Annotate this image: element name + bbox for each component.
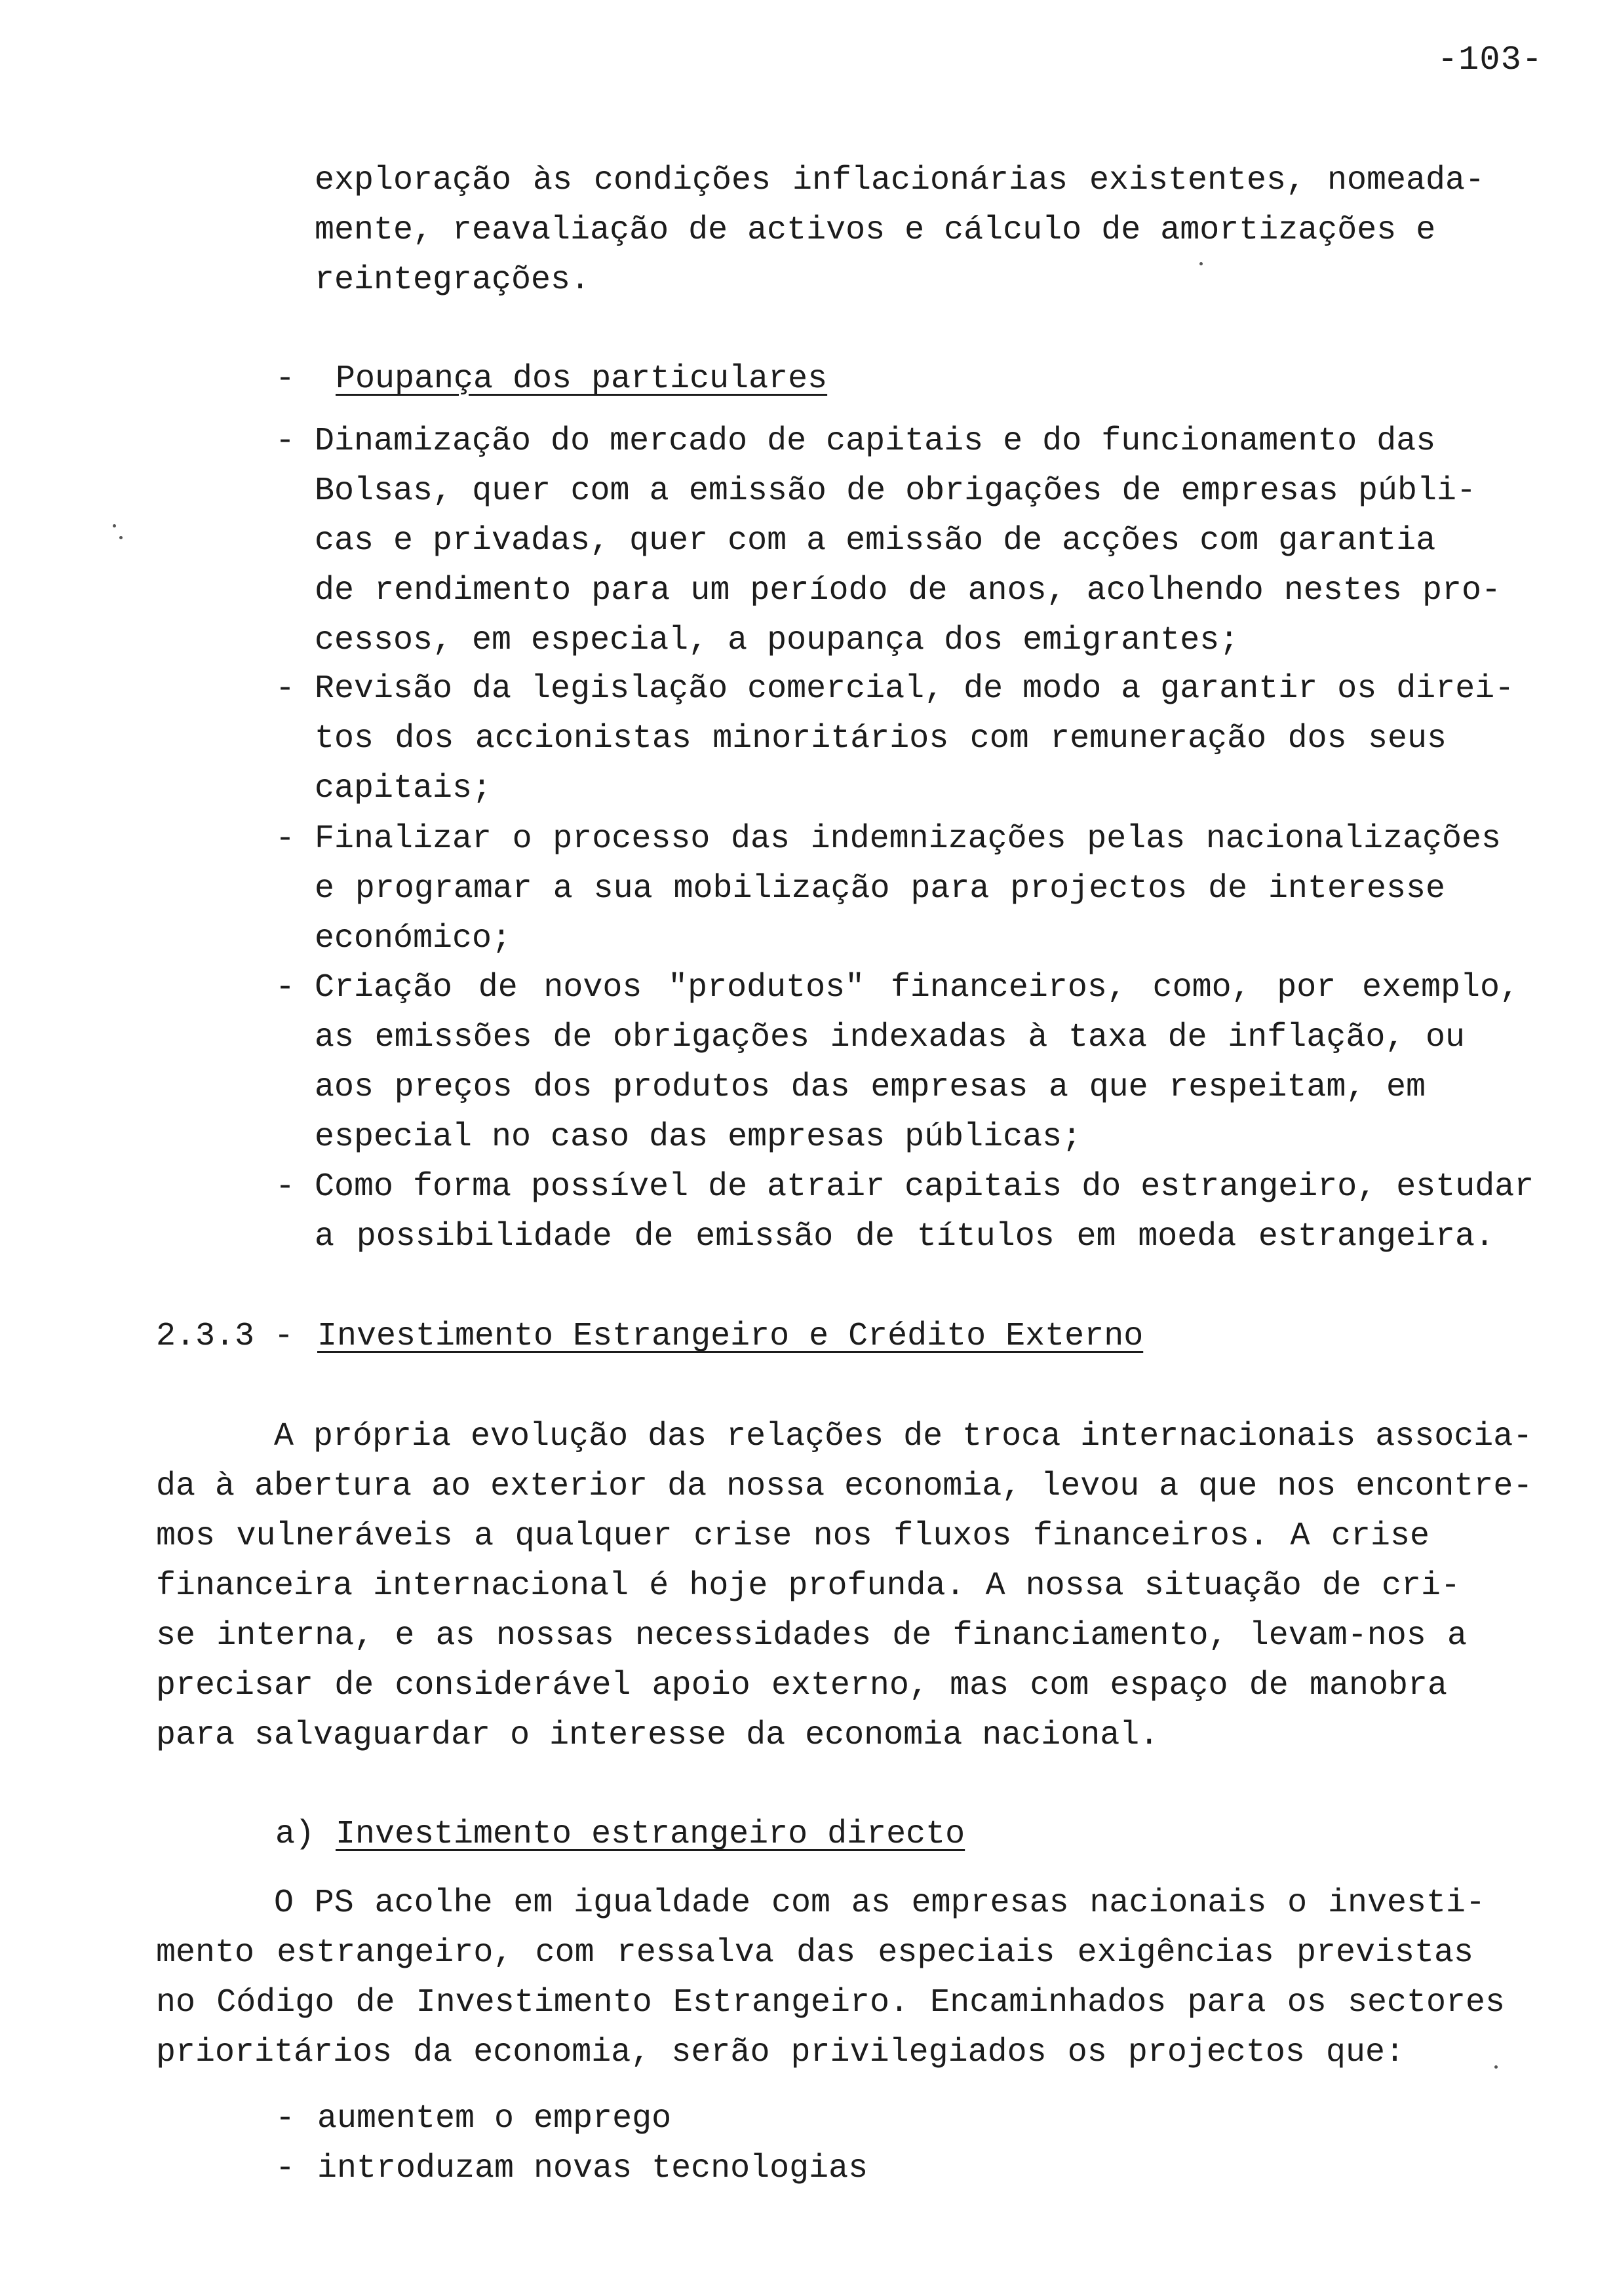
intro-line: mente, reavaliação de activos e cálculo de amortizações e (315, 212, 1436, 249)
paragraph-line: da à abertura ao exterior da nossa economia, levou a que nos encontre- (156, 1468, 1533, 1505)
item-text: aumentem o emprego (317, 2100, 672, 2137)
item-line: a possibilidade de emissão de títulos em moeda estrangeira. (315, 1218, 1494, 1255)
item-line: Como forma possível de atrair capitais do estrangeiro, estudar (315, 1168, 1534, 1206)
item-text: introduzam novas tecnologias (317, 2150, 868, 2187)
subsection-label: a) (275, 1816, 315, 1853)
item-line: Finalizar o processo das indemnizações pelas nacionalizações (315, 820, 1501, 858)
item-line: cas e privadas, quer com a emissão de acções com garantia (315, 522, 1436, 560)
scan-speck (1494, 2065, 1498, 2069)
paragraph-line: mento estrangeiro, com ressalva das especiais exigências previstas (156, 1934, 1473, 1972)
item-line: Bolsas, quer com a emissão de obrigações de empresas públi- (315, 472, 1476, 510)
item-line: e programar a sua mobilização para projectos de interesse (315, 870, 1445, 908)
paragraph-line: no Código de Investimento Estrangeiro. Encaminhados para os sectores (156, 1984, 1505, 2021)
paragraph-line: prioritários da economia, serão privilegiados os projectos que: (156, 2034, 1405, 2071)
paragraph-line: financeira internacional é hoje profunda. A nossa situação de cri- (156, 1567, 1460, 1605)
item-dash: - (275, 1168, 296, 1206)
item-line: tos dos accionistas minoritários com remuneração dos seus (315, 720, 1447, 757)
section-number: 2.3.3 - (156, 1318, 294, 1355)
item-line: especial no caso das empresas públicas; (315, 1119, 1082, 1156)
item-dash: - (275, 423, 296, 460)
paragraph-line: para salvaguardar o interesse da economia nacional. (156, 1717, 1159, 1754)
item-line: as emissões de obrigações indexadas à taxa de inflação, ou (315, 1019, 1465, 1056)
item-line: Dinamização do mercado de capitais e do funcionamento das (315, 423, 1436, 460)
item-line: Revisão da legislação comercial, de modo a garantir os direi- (315, 670, 1515, 708)
item-dash: - (275, 670, 296, 708)
paragraph-line: mos vulneráveis a qualquer crise nos fluxos financeiros. A crise (156, 1518, 1430, 1555)
intro-line: exploração às condições inflacionárias existentes, nomeada- (315, 162, 1485, 199)
intro-line: reintegrações. (315, 261, 591, 299)
paragraph-line: O PS acolhe em igualdade com as empresas nacionais o investi- (274, 1885, 1485, 1922)
item-dash: - (275, 2100, 296, 2137)
scan-speck (1199, 262, 1203, 265)
subsection-heading: Investimento estrangeiro directo (336, 1816, 965, 1853)
item-dash: - (275, 2150, 296, 2187)
item-line: capitais; (315, 770, 492, 807)
poupanca-heading: Poupança dos particulares (336, 360, 828, 398)
item-line: económico; (315, 920, 512, 957)
page-number: -103- (1437, 41, 1543, 79)
paragraph-line: se interna, e as nossas necessidades de financiamento, levam-nos a (156, 1617, 1467, 1655)
heading-dash: - (275, 360, 296, 398)
item-dash: - (275, 820, 296, 858)
paragraph-line: A própria evolução das relações de troca internacionais associa- (274, 1418, 1533, 1455)
item-line: de rendimento para um período de anos, acolhendo nestes pro- (315, 572, 1501, 609)
paragraph-line: precisar de considerável apoio externo, mas com espaço de manobra (156, 1667, 1447, 1704)
scan-speck (119, 536, 123, 539)
item-line: cessos, em especial, a poupança dos emigrantes; (315, 622, 1239, 659)
scan-speck (113, 524, 116, 527)
section-heading: Investimento Estrangeiro e Crédito Externo (317, 1318, 1144, 1355)
item-dash: - (275, 969, 296, 1006)
item-line: aos preços dos produtos das empresas a que respeitam, em (315, 1069, 1426, 1106)
item-line: Criação de novos "produtos" financeiros, como, por exemplo, (315, 969, 1519, 1006)
